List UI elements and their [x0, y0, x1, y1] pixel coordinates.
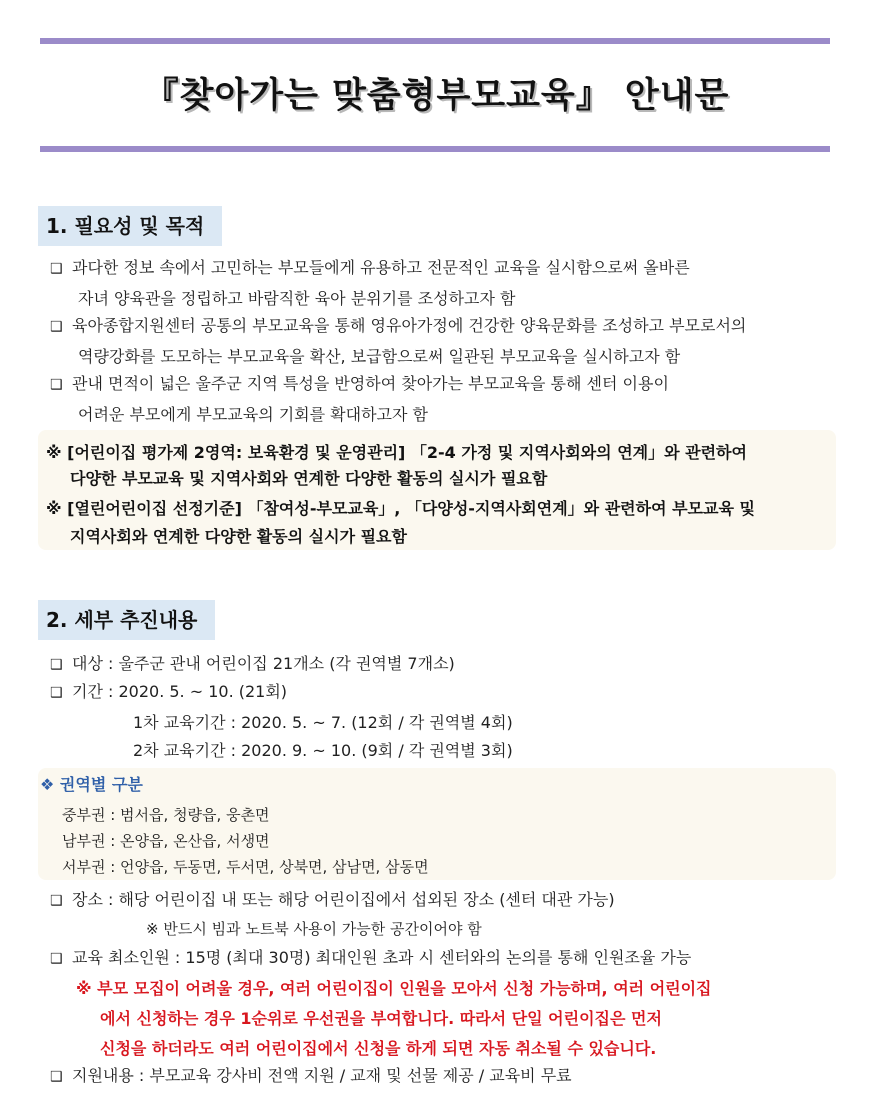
region-heading	[40, 772, 143, 795]
checkbox-bullet-icon: ❑	[50, 893, 63, 909]
evaluation-note-1-line2: 다양한 부모교육 및 지역사회와 연계한 다양한 활동의 실시가 필요함	[70, 469, 548, 488]
detail-min-people	[50, 948, 691, 969]
warning-line2: 에서 신청하는 경우 1순위로 우선권을 부여합니다. 따라서 단일 어린이집은 먼저	[100, 1009, 662, 1028]
detail-place-text: 장소 : 해당 어린이집 내 또는 해당 어린이집에서 섭외된 장소 (센터 대관 가능)	[72, 890, 615, 909]
evaluation-note-2-line2: 지역사회와 연계한 다양한 활동의 실시가 필요함	[70, 527, 407, 546]
detail-target-text: 대상 : 울주군 관내 어린이집 21개소 (각 권역별 7개소)	[72, 654, 455, 673]
region-heading-text: 권역별 구분	[59, 775, 143, 794]
purpose-bullet-1-line1: 과다한 정보 속에서 고민하는 부모들에게 유용하고 전문적인 교육을 실시함으로써 올바른	[72, 258, 690, 277]
checkbox-bullet-icon: ❑	[50, 951, 63, 967]
section-heading-details: 2. 세부 추진내용	[38, 600, 215, 640]
page-title: 『찾아가는 맞춤형부모교육』 안내문	[143, 76, 730, 116]
detail-period-text: 기간 : 2020. 5. ~ 10. (21회)	[72, 682, 288, 701]
evaluation-note-1-line1: ※ [어린이집 평가제 2영역: 보육환경 및 운영관리] 「2-4 가정 및 지역사회와의 연계」와 관련하여	[46, 443, 747, 462]
title-bottom-rule	[40, 146, 830, 152]
purpose-bullet-1	[50, 258, 690, 279]
diamond-bullet-icon: ❖	[40, 775, 55, 794]
detail-period	[50, 682, 287, 703]
top-rule	[40, 38, 830, 44]
purpose-bullet-3-line1: 관내 면적이 넓은 울주군 지역 특성을 반영하여 찾아가는 부모교육을 통해 센터 이용이	[72, 374, 669, 393]
region-west: 서부권 : 언양읍, 두동면, 두서면, 상북면, 삼남면, 삼동면	[62, 858, 429, 876]
purpose-bullet-2-line1: 육아종합지원센터 공통의 부모교육을 통해 영유아가정에 건강한 양육문화를 조성하고 부모로서의	[72, 316, 747, 335]
region-south: 남부권 : 온양읍, 온산읍, 서생면	[62, 832, 270, 850]
section-heading-purpose: 1. 필요성 및 목적	[38, 206, 222, 246]
detail-place	[50, 890, 615, 911]
region-central: 중부권 : 범서읍, 청량읍, 웅촌면	[62, 806, 270, 824]
detail-period-second: 2차 교육기간 : 2020. 9. ~ 10. (9회 / 각 권역별 3회)	[133, 741, 513, 760]
detail-support-text: 지원내용 : 부모교육 강사비 전액 지원 / 교재 및 선물 제공 / 교육비 무료	[72, 1066, 572, 1085]
checkbox-bullet-icon: ❑	[50, 657, 63, 673]
checkbox-bullet-icon: ❑	[50, 261, 63, 277]
detail-period-first: 1차 교육기간 : 2020. 5. ~ 7. (12회 / 각 권역별 4회)	[133, 713, 513, 732]
purpose-bullet-2-line2: 역량강화를 도모하는 부모교육을 확산, 보급함으로써 일관된 부모교육을 실시하고자 함	[78, 347, 681, 366]
purpose-bullet-1-line2: 자녀 양육관을 정립하고 바람직한 육아 분위기를 조성하고자 함	[78, 289, 516, 308]
detail-support	[50, 1066, 572, 1087]
checkbox-bullet-icon: ❑	[50, 1069, 63, 1085]
checkbox-bullet-icon: ❑	[50, 319, 63, 335]
purpose-bullet-3	[50, 374, 669, 395]
purpose-bullet-2	[50, 316, 746, 337]
purpose-bullet-3-line2: 어려운 부모에게 부모교육의 기회를 확대하고자 함	[78, 405, 429, 424]
evaluation-note-2-line1: ※ [열린어린이집 선정기준] 「참여성-부모교육」, 「다양성-지역사회연계」와 관련하여 부모교육 및	[46, 499, 755, 518]
checkbox-bullet-icon: ❑	[50, 377, 63, 393]
detail-min-people-text: 교육 최소인원 : 15명 (최대 30명) 최대인원 초과 시 센터와의 논의를 통해 인원조율 가능	[72, 948, 692, 967]
detail-place-note: ※ 반드시 빔과 노트북 사용이 가능한 공간이어야 함	[146, 920, 482, 938]
detail-target	[50, 654, 455, 675]
warning-line3: 신청을 하더라도 여러 어린이집에서 신청을 하게 되면 자동 취소될 수 있습니다.	[100, 1039, 657, 1058]
warning-line1: ※ 부모 모집이 어려울 경우, 여러 어린이집이 인원을 모아서 신청 가능하며, 여러 어린이집	[76, 979, 712, 998]
checkbox-bullet-icon: ❑	[50, 685, 63, 701]
